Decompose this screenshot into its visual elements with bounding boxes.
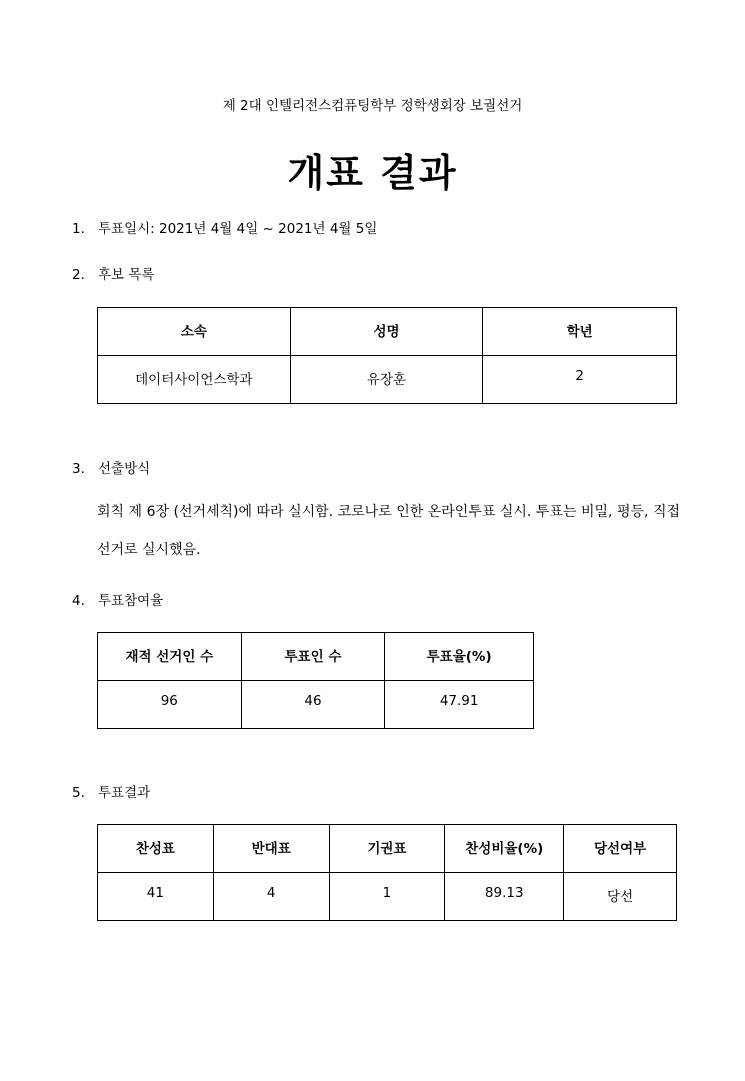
table-header-cell: 당선여부 — [564, 825, 677, 873]
document-subtitle: 제 2대 인텔리전스컴퓨팅학부 정학생회장 보궐선거 — [222, 98, 523, 114]
table-cell: 89.13 — [445, 873, 564, 921]
section-text: 후보 목록 — [98, 267, 155, 283]
table-header-row — [98, 633, 534, 681]
section-number: 5. — [72, 785, 85, 801]
section-number: 1. — [72, 221, 85, 237]
table-header-cell: 학년 — [483, 308, 677, 356]
table-header-cell: 투표인 수 — [241, 633, 385, 681]
results-table — [97, 824, 677, 921]
document-title: 개표 결과 — [287, 151, 458, 195]
table-row — [98, 873, 677, 921]
table-header-cell: 찬성표 — [98, 825, 214, 873]
section-text: 선출방식 — [98, 461, 151, 477]
method-paragraph: 회칙 제 6장 (선거세칙)에 따라 실시함. 코로나로 인한 온라인투표 실시. 투표는 비밀, 평등, 직접선거로 실시했음. — [97, 504, 680, 558]
table-row — [98, 681, 534, 729]
table-cell: 4 — [213, 873, 329, 921]
table-header-row — [98, 308, 677, 356]
section-voting-period — [72, 217, 377, 237]
section-results — [72, 781, 150, 801]
section-text: 투표참여율 — [98, 593, 164, 609]
candidates-table — [97, 307, 677, 404]
table-cell: 96 — [98, 681, 242, 729]
section-candidates — [72, 263, 154, 283]
table-cell: 유장훈 — [290, 356, 483, 404]
table-cell: 1 — [329, 873, 445, 921]
section-number: 4. — [72, 593, 85, 609]
table-header-cell: 투표율(%) — [385, 633, 534, 681]
table-cell: 46 — [241, 681, 385, 729]
table-header-row — [98, 825, 677, 873]
turnout-table — [97, 632, 534, 729]
table-header-cell: 반대표 — [213, 825, 329, 873]
table-cell: 데이터사이언스학과 — [98, 356, 291, 404]
table-row — [98, 356, 677, 404]
table-cell: 47.91 — [385, 681, 534, 729]
table-header-cell: 소속 — [98, 308, 291, 356]
table-header-cell: 기권표 — [329, 825, 445, 873]
table-cell: 2 — [483, 356, 677, 404]
table-header-cell: 성명 — [290, 308, 483, 356]
section-text: 투표결과 — [98, 785, 151, 801]
section-method — [72, 457, 150, 477]
table-header-cell: 재적 선거인 수 — [98, 633, 242, 681]
section-number: 2. — [72, 267, 85, 283]
table-cell: 당선 — [564, 873, 677, 921]
section-text: 투표일시: 2021년 4월 4일 ~ 2021년 4월 5일 — [98, 221, 378, 237]
section-number: 3. — [72, 461, 85, 477]
section-turnout — [72, 589, 163, 609]
table-header-cell: 찬성비율(%) — [445, 825, 564, 873]
table-cell: 41 — [98, 873, 214, 921]
